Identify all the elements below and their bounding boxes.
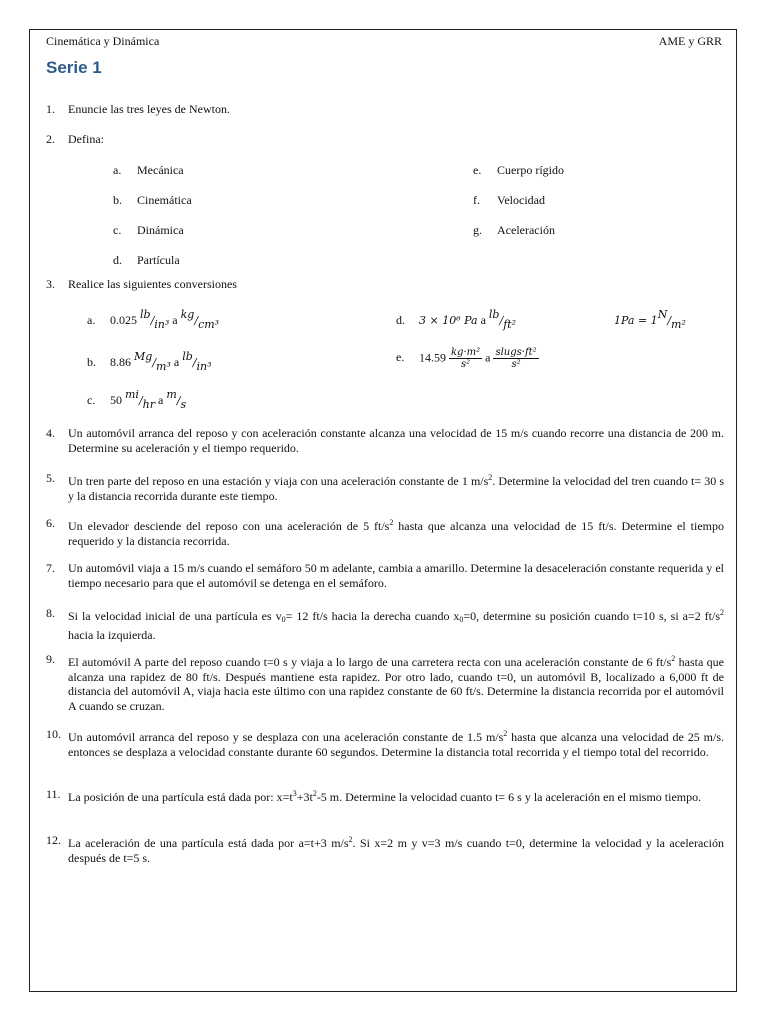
conversion-c: c. 50 $^{mi}/_{hr}$ a $^m/_s$ [87,388,187,411]
question-text: Realice las siguientes conversiones [68,277,237,291]
conversion-a: a. 0.025 $^{lb}/_{in^3}$ a $^{kg}/_{cm^3}$ [87,308,220,331]
header-course: Cinemática y Dinámica [46,34,160,48]
question-number: 4. [46,426,55,440]
page-title: Serie 1 [46,58,102,77]
definition-item: g. Aceleración [473,223,555,237]
question-number: 5. [46,471,55,485]
question-number: 7. [46,561,55,575]
question-text: Un tren parte del reposo en una estación y viaja con una aceleración constante de 1 $m/s^2$. Determine la velocidad del tren cuando t= 30 s y la distancia recorrida durante este tiempo. [68,473,724,503]
question-number: 1. [46,102,55,116]
question-number: 11. [46,787,61,801]
definition-item: b. Cinemática [113,193,192,207]
question-number: 2. [46,132,55,146]
conversion-e: e. 14.59 $\frac{\text{kg·m²}}{\text{s²}}$ a slugs·ft² s² [396,347,537,370]
question-number: 8. [46,606,55,620]
pascal-definition: $1Pa = 1^N/_{m^2}$ [614,308,686,331]
header-authors: AME y GRR [658,34,722,48]
question-text: Un elevador desciende del reposo con una aceleración de 5 $ft/s^2$ hasta que alcanza una velocidad de 15 ft/s. Determine el tiempo requerido y la distancia recorrida. [68,518,724,548]
question-number: 6. [46,516,55,530]
question-text: Si la velocidad inicial de una partícula es $v_0= 12$ ft/s hacia la derecha cuando $x_0=0$, determine su posición cuando t=10 s, si a=2 $ft/s^2$ hacia la izquierda. [68,608,725,642]
definition-item: f. Velocidad [473,193,545,207]
question-text: La posición de una partícula está dada por: $x=t^3+3t^2-5$ m. Determine la velocidad cuanto t= 6 s y la aceleración en el mismo tiempo. [68,789,702,804]
question-number: 12. [46,833,61,847]
conversion-d: d. 3 × 10⁶ Pa a $^{lb}/_{ft^2}$ [396,308,517,331]
definition-item: c. Dinámica [113,223,184,237]
question-text: El automóvil A parte del reposo cuando t=0 s y viaja a lo largo de una carretera recta con una aceleración constante de 6 $ft/s^2$ hasta que alcanza una rapidez de 80 ft/s. Después mantiene esta rapidez. Por otro lado, cuando t=0, un automóvil B, localizado a 6,000 ft de distancia del automóvil A, viaja hacia este último con una rapidez constante de 60 ft/s. Determine la distancia recorrida por el automóvil A cuando se cruzan. [68,654,725,713]
question-text: La aceleración de una partícula está dada por a=t+3 $m/s^2$. Si x=2 m y v=3 m/s cuando t=0, determine la velocidad y la aceleración después de t=5 s. [68,835,724,865]
question-text: Defina: [68,132,104,146]
question-number: 9. [46,652,55,666]
conversion-b: b. 8.86 $^{Mg}/_{m^3}$ a $^{lb}/_{in^3}$ [87,350,212,373]
definition-item: d. Partícula [113,253,180,267]
definition-item: e. Cuerpo rígido [473,163,564,177]
question-text: Un automóvil arranca del reposo y con aceleración constante alcanza una velocidad de 15 m/s cuando recorre una distancia de 200 m. Determine su aceleración y el tiempo requerido. [68,426,724,455]
question-number: 10. [46,727,61,741]
definition-item: a. Mecánica [113,163,184,177]
question-text: Enuncie las tres leyes de Newton. [68,102,230,116]
question-text: Un automóvil viaja a 15 m/s cuando el semáforo 50 m adelante, cambia a amarillo. Determine la desaceleración constante requerida y el tiempo necesario para que el automóvil se detenga en el semáforo. [68,561,724,590]
question-number: 3. [46,277,55,291]
question-text: Un automóvil arranca del reposo y se desplaza con una aceleración constante de 1.5 $m/s^2$ hasta que alcanza una velocidad de 25 m/s. entonces se desplaza a velocidad constante durante 60 segundos. Determine la distancia total recorrida y el tiempo total del recorrido. [68,729,724,759]
